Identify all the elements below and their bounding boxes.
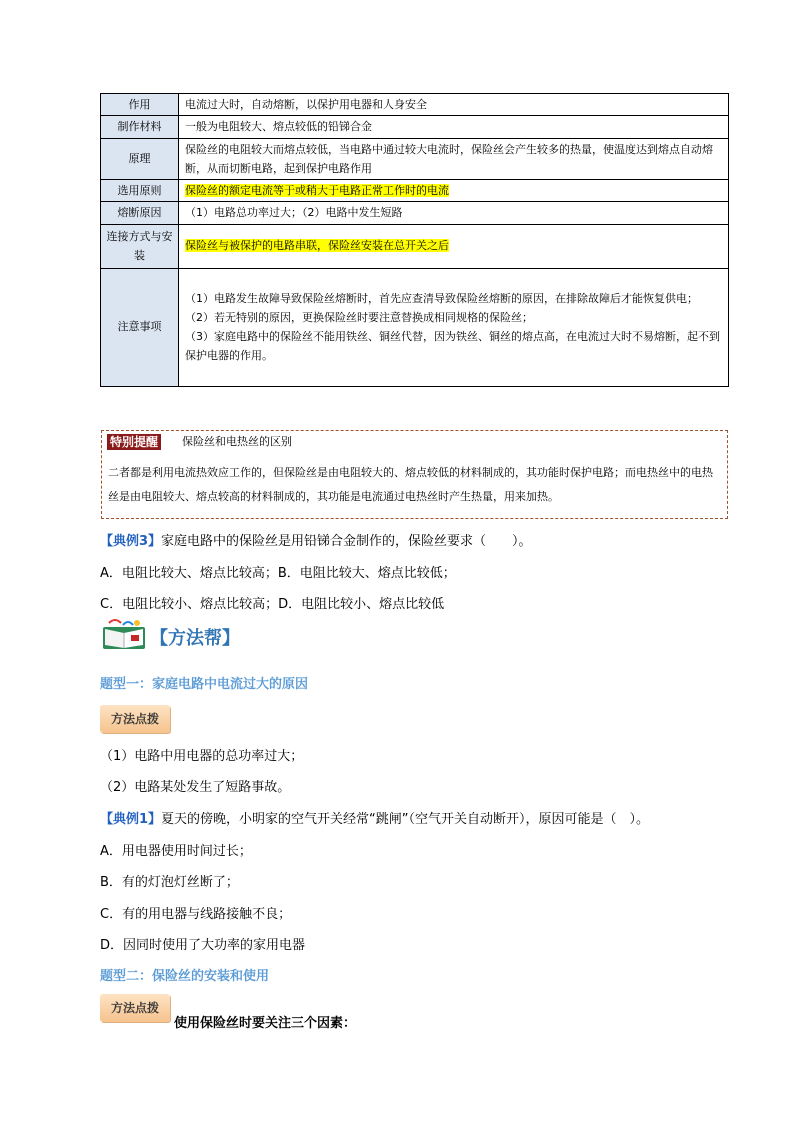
row-content: 一般为电阻较大、熔点较低的铅锑合金 bbox=[179, 116, 729, 138]
example1-question bbox=[100, 808, 649, 827]
row-content bbox=[179, 224, 729, 268]
option-item: D．因同时使用了大功率的家用电器 bbox=[100, 938, 306, 953]
type1-title: 题型一：家庭电路中电流过大的原因 bbox=[100, 677, 309, 692]
table-row bbox=[101, 116, 729, 138]
row-label: 熔断原因 bbox=[101, 202, 179, 224]
row-label: 注意事项 bbox=[101, 268, 179, 386]
method-help-heading: 【方法帮】 bbox=[150, 628, 240, 649]
reminder-title: 保险丝和电热丝的区别 bbox=[182, 435, 292, 448]
table-row bbox=[101, 224, 729, 268]
table-row bbox=[101, 202, 729, 224]
note-line: （1）电路发生故障导致保险丝熔断时，首先应查清导致保险丝熔断的原因，在排除故障后才能恢复供电； bbox=[185, 291, 698, 305]
question-text: 家庭电路中的保险丝是用铅锑合金制作的，保险丝要求（ ）。 bbox=[161, 534, 532, 549]
type2-title: 题型二：保险丝的安装和使用 bbox=[100, 969, 270, 984]
reminder-badge: 特别提醒 bbox=[107, 434, 161, 450]
note-line: （2）若无特别的原因，更换保险丝时要注意替换成相同规格的保险丝； bbox=[185, 310, 533, 324]
table-row bbox=[101, 268, 729, 386]
row-label: 连接方式与安装 bbox=[101, 224, 179, 268]
row-content: 电流过大时，自动熔断，以保护用电器和人身安全 bbox=[179, 94, 729, 116]
highlighted-text: 保险丝的额定电流等于或稍大于电路正常工作时的电流 bbox=[185, 184, 449, 197]
row-label: 选用原则 bbox=[101, 180, 179, 202]
point-item: （1）电路中用电器的总功率过大； bbox=[100, 749, 304, 764]
option-item: C．有的用电器与线路接触不良； bbox=[100, 907, 292, 922]
row-label: 作用 bbox=[101, 94, 179, 116]
example3-options-line: A．电阻比较大、熔点比较高；B．电阻比较大、熔点比较低； bbox=[100, 566, 456, 581]
special-reminder-box bbox=[101, 430, 728, 519]
fuse-usage-intro: 使用保险丝时要关注三个因素： bbox=[174, 1016, 357, 1031]
example3-question bbox=[100, 530, 532, 549]
question-text: 夏天的傍晚，小明家的空气开关经常“跳闸”（空气开关自动断开），原因可能是（ ）。 bbox=[161, 812, 650, 827]
option-item: B．有的灯泡灯丝断了； bbox=[100, 875, 239, 890]
method-tip-tag: 方法点拨 bbox=[100, 705, 170, 733]
row-label: 原理 bbox=[101, 138, 179, 180]
row-content: 保险丝的电阻较大而熔点较低，当电路中通过较大电流时，保险丝会产生较多的热量，使温度达到熔点自动熔断，从而切断电路，起到保护电路作用 bbox=[179, 138, 729, 180]
example-label: 【典例1】 bbox=[100, 812, 162, 827]
note-line: （3）家庭电路中的保险丝不能用铁丝、铜丝代替，因为铁丝、铜丝的熔点高，在电流过大时不易熔断，起不到保护电器的作用。 bbox=[185, 330, 720, 363]
table-row bbox=[101, 94, 729, 116]
table-row bbox=[101, 138, 729, 180]
row-content: （1）电路总功率过大；（2）电路中发生短路 bbox=[179, 202, 729, 224]
row-content bbox=[179, 268, 729, 386]
point-item: （2）电路某处发生了短路事故。 bbox=[100, 780, 291, 795]
reminder-text: 二者都是利用电流热效应工作的，但保险丝是由电阻较大的、熔点较低的材料制成的，其功能时保护电路；而电热丝中的电热丝是由电阻较大、熔点较高的材料制成的，其功能是电流通过电热丝时产生热量，用来加热。 bbox=[108, 466, 713, 503]
fuse-info-table bbox=[100, 93, 729, 387]
row-content bbox=[179, 180, 729, 202]
option-item: A．用电器使用时间过长； bbox=[100, 844, 252, 859]
row-label: 制作材料 bbox=[101, 116, 179, 138]
example-label: 【典例3】 bbox=[100, 534, 162, 549]
book-icon bbox=[101, 617, 149, 651]
method-tip-tag: 方法点拨 bbox=[100, 994, 170, 1022]
example3-options-line: C．电阻比较小、熔点比较高；D．电阻比较小、熔点比较低 bbox=[100, 597, 445, 612]
table-row bbox=[101, 180, 729, 202]
highlighted-text: 保险丝与被保护的电路串联，保险丝安装在总开关之后 bbox=[185, 239, 449, 253]
